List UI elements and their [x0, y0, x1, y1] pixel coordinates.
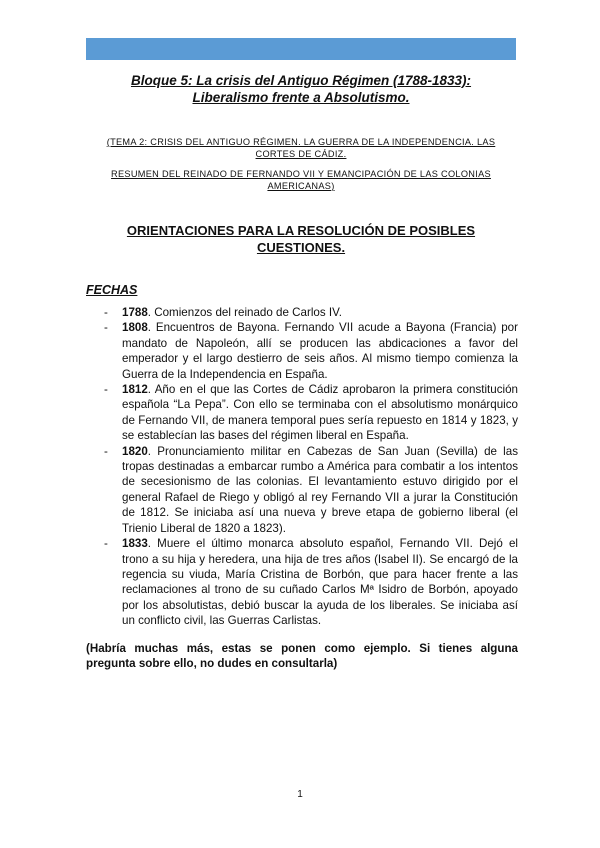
- subtitle-line-2: CORTES DE CÁDIZ.: [255, 148, 347, 159]
- closing-note: (Habría muchas más, estas se ponen como ejemplo. Si tienes alguna pregunta sobre ello, no dudes en consultarla): [86, 642, 518, 671]
- list-dash: -: [104, 321, 108, 335]
- title-line-1: Bloque 5: La crisis del Antiguo Régimen (1788-1833):: [130, 73, 472, 88]
- section-heading: [86, 222, 516, 256]
- item-text: . Pronunciamiento militar en Cabezas de San Juan (Sevilla) de las tropas destinadas a embarcar rumbo a América para combatir a los intentos de secesionismo de las colonias. El levantamiento estuvo dirigido por el general Rafael de Riego y obligó al rey Fernando VII a jurar la Constitución de 1812. Se iniciaba así una nueva y breve etapa de gobierno liberal (el Trienio Liberal de 1820 a 1823).: [122, 444, 518, 535]
- dates-list: [86, 305, 518, 629]
- fechas-label: FECHAS: [86, 283, 138, 297]
- list-dash: -: [104, 444, 108, 458]
- item-year: 1820: [122, 444, 148, 458]
- item-text: . Comienzos del reinado de Carlos IV.: [147, 306, 342, 319]
- list-item: [86, 444, 518, 536]
- list-item: [86, 305, 518, 320]
- list-dash: -: [104, 537, 108, 551]
- item-text: . Encuentros de Bayona. Fernando VII acude a Bayona (Francia) por mandato de Napoleón, allí se producen las abdicaciones a favor del emperador y el largo destierro de seis años. Al mismo tiempo comienza la Guerra de la Independencia en España.: [122, 321, 518, 381]
- item-year: 1808: [122, 321, 148, 335]
- summary-subtitle: [86, 169, 516, 192]
- header-bar: [86, 38, 516, 60]
- list-item: [86, 382, 518, 444]
- topic-subtitle: [86, 137, 516, 160]
- heading-line-1: ORIENTACIONES PARA LA RESOLUCIÓN DE POSIBLES: [126, 223, 476, 238]
- subtitle-line-3: RESUMEN DEL REINADO DE FERNANDO VII Y EMANCIPACIÓN DE LAS COLONIAS: [111, 169, 491, 179]
- item-text: . Año en el que las Cortes de Cádiz aprobaron la primera constitución española “La Pepa”. Con ello se terminaba con el absolutismo monárquico de Fernando VII, de manera temporal pues sería repuesto en 1814 y 1823, y se establecían las bases del régimen liberal en España.: [122, 383, 518, 443]
- page-number: 1: [297, 789, 303, 800]
- heading-line-2: CUESTIONES.: [256, 240, 346, 255]
- subtitle-line-4: AMERICANAS): [267, 180, 335, 191]
- item-year: 1788: [122, 306, 148, 319]
- list-dash: -: [104, 383, 108, 397]
- item-year: 1812: [122, 383, 148, 397]
- item-text: . Muere el último monarca absoluto español, Fernando VII. Dejó el trono a su hija y heredera, una hija de tres años (Isabel II). Se encargó de la regencia su viuda, María Cristina de Borbón, que para hacer frente a las reclamaciones al trono de su cuñado Carlos Mª Isidro de Borbón, apoyado por los absolutistas, debió buscar la ayuda de los liberales. Se iniciaba así un conflicto civil, las Guerras Carlistas.: [122, 537, 518, 628]
- list-item: [86, 536, 518, 628]
- title-line-2: Liberalismo frente a Absolutismo.: [192, 90, 410, 105]
- subtitle-line-1: (TEMA 2: CRISIS DEL ANTIGUO RÉGIMEN. LA GUERRA DE LA INDEPENDENCIA. LAS: [106, 137, 496, 147]
- item-year: 1833: [122, 537, 148, 551]
- list-item: [86, 320, 518, 382]
- document-title: [86, 72, 516, 106]
- list-dash: -: [104, 306, 108, 319]
